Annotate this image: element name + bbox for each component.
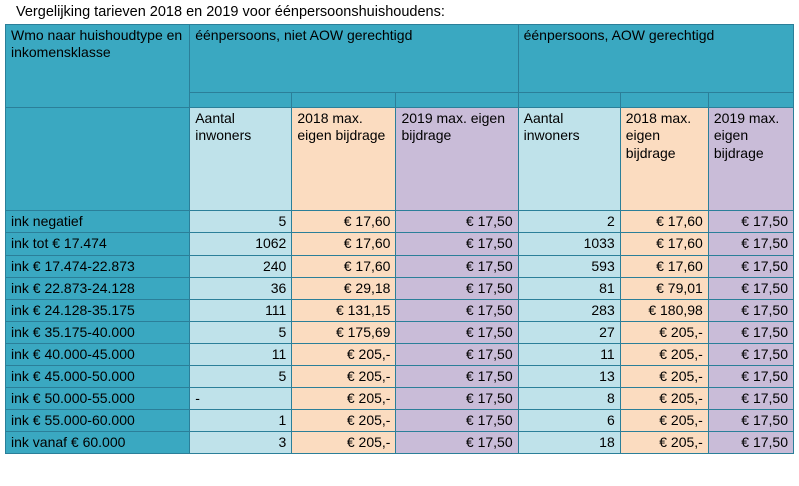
cell-aow-2018: € 205,- xyxy=(620,410,708,432)
cell-niet-aow-2018: € 205,- xyxy=(292,365,396,387)
cell-aow-aantal: 283 xyxy=(518,299,620,321)
cell-niet-aow-aantal: 111 xyxy=(190,299,292,321)
row-label: ink € 45.000-50.000 xyxy=(6,365,190,387)
subheader-corner xyxy=(6,108,190,211)
cell-niet-aow-aantal: 5 xyxy=(190,365,292,387)
subheader-niet-aow-2018: 2018 max. eigen bijdrage xyxy=(292,108,396,211)
cell-niet-aow-aantal: 11 xyxy=(190,343,292,365)
header-spacer-4 xyxy=(518,93,620,108)
cell-aow-aantal: 6 xyxy=(518,410,620,432)
page-title: Vergelijking tarieven 2018 en 2019 voor éénpersoonshuishoudens: xyxy=(16,4,445,20)
cell-niet-aow-2019: € 17,50 xyxy=(396,255,518,277)
row-label: ink € 24.128-35.175 xyxy=(6,299,190,321)
cell-niet-aow-2018: € 175,69 xyxy=(292,321,396,343)
row-label: ink € 55.000-60.000 xyxy=(6,410,190,432)
cell-niet-aow-2019: € 17,50 xyxy=(396,277,518,299)
subheader-niet-aow-aantal: Aantal inwoners xyxy=(190,108,292,211)
cell-niet-aow-2018: € 205,- xyxy=(292,410,396,432)
table-row xyxy=(6,233,794,255)
cell-aow-aantal: 81 xyxy=(518,277,620,299)
table-row xyxy=(6,299,794,321)
row-label: ink € 35.175-40.000 xyxy=(6,321,190,343)
cell-niet-aow-aantal: - xyxy=(190,388,292,410)
cell-aow-aantal: 11 xyxy=(518,343,620,365)
cell-niet-aow-2018: € 205,- xyxy=(292,388,396,410)
cell-niet-aow-2019: € 17,50 xyxy=(396,321,518,343)
row-label: ink negatief xyxy=(6,211,190,233)
cell-aow-aantal: 8 xyxy=(518,388,620,410)
group-header-aow: éénpersoons, AOW gerechtigd xyxy=(518,25,793,93)
cell-aow-aantal: 593 xyxy=(518,255,620,277)
cell-aow-aantal: 13 xyxy=(518,365,620,387)
table-subheader-row xyxy=(6,108,794,211)
cell-niet-aow-2019: € 17,50 xyxy=(396,343,518,365)
subheader-aow-aantal: Aantal inwoners xyxy=(518,108,620,211)
cell-aow-2019: € 17,50 xyxy=(708,255,793,277)
table-header-group-row xyxy=(6,25,794,93)
cell-aow-2018: € 79,01 xyxy=(620,277,708,299)
cell-niet-aow-2018: € 17,60 xyxy=(292,255,396,277)
cell-aow-2019: € 17,50 xyxy=(708,299,793,321)
cell-aow-aantal: 2 xyxy=(518,211,620,233)
cell-aow-2018: € 17,60 xyxy=(620,211,708,233)
row-label: ink € 17.474-22.873 xyxy=(6,255,190,277)
subheader-niet-aow-2019: 2019 max. eigen bijdrage xyxy=(396,108,518,211)
cell-niet-aow-aantal: 5 xyxy=(190,321,292,343)
subheader-aow-2018: 2018 max. eigen bijdrage xyxy=(620,108,708,211)
cell-aow-2019: € 17,50 xyxy=(708,233,793,255)
table-row xyxy=(6,410,794,432)
header-spacer-3 xyxy=(396,93,518,108)
cell-aow-2019: € 17,50 xyxy=(708,321,793,343)
table-row xyxy=(6,255,794,277)
row-label: ink € 22.873-24.128 xyxy=(6,277,190,299)
cell-aow-2018: € 205,- xyxy=(620,343,708,365)
corner-header: Wmo naar huishoudtype en inkomensklasse xyxy=(6,25,190,108)
table-row xyxy=(6,343,794,365)
row-label: ink € 50.000-55.000 xyxy=(6,388,190,410)
cell-aow-2019: € 17,50 xyxy=(708,365,793,387)
cell-aow-2019: € 17,50 xyxy=(708,410,793,432)
cell-aow-aantal: 27 xyxy=(518,321,620,343)
subheader-aow-2019: 2019 max. eigen bijdrage xyxy=(708,108,793,211)
header-spacer-5 xyxy=(620,93,708,108)
cell-aow-2018: € 17,60 xyxy=(620,255,708,277)
cell-niet-aow-aantal: 1062 xyxy=(190,233,292,255)
table-row xyxy=(6,211,794,233)
cell-niet-aow-2019: € 17,50 xyxy=(396,410,518,432)
cell-niet-aow-2019: € 17,50 xyxy=(396,365,518,387)
cell-niet-aow-2018: € 205,- xyxy=(292,343,396,365)
header-spacer-6 xyxy=(708,93,793,108)
table-row xyxy=(6,277,794,299)
cell-aow-aantal: 1033 xyxy=(518,233,620,255)
cell-niet-aow-2018: € 205,- xyxy=(292,432,396,454)
table-row xyxy=(6,388,794,410)
cell-aow-2019: € 17,50 xyxy=(708,211,793,233)
cell-niet-aow-2018: € 17,60 xyxy=(292,211,396,233)
cell-aow-aantal: 18 xyxy=(518,432,620,454)
tariff-table xyxy=(5,24,794,454)
table-row xyxy=(6,432,794,454)
cell-niet-aow-2019: € 17,50 xyxy=(396,211,518,233)
row-label: ink € 40.000-45.000 xyxy=(6,343,190,365)
cell-aow-2018: € 205,- xyxy=(620,321,708,343)
cell-niet-aow-2019: € 17,50 xyxy=(396,233,518,255)
cell-niet-aow-2019: € 17,50 xyxy=(396,299,518,321)
table-row xyxy=(6,365,794,387)
cell-niet-aow-aantal: 36 xyxy=(190,277,292,299)
table-row xyxy=(6,321,794,343)
cell-aow-2018: € 205,- xyxy=(620,365,708,387)
cell-aow-2018: € 17,60 xyxy=(620,233,708,255)
cell-aow-2019: € 17,50 xyxy=(708,432,793,454)
cell-niet-aow-2019: € 17,50 xyxy=(396,432,518,454)
cell-niet-aow-aantal: 1 xyxy=(190,410,292,432)
cell-niet-aow-2018: € 17,60 xyxy=(292,233,396,255)
cell-aow-2018: € 205,- xyxy=(620,432,708,454)
group-header-niet-aow: éénpersoons, niet AOW gerechtigd xyxy=(190,25,518,93)
cell-aow-2019: € 17,50 xyxy=(708,388,793,410)
cell-aow-2019: € 17,50 xyxy=(708,277,793,299)
cell-aow-2018: € 205,- xyxy=(620,388,708,410)
cell-niet-aow-2019: € 17,50 xyxy=(396,388,518,410)
row-label: ink vanaf € 60.000 xyxy=(6,432,190,454)
header-spacer-2 xyxy=(292,93,396,108)
cell-niet-aow-aantal: 240 xyxy=(190,255,292,277)
cell-niet-aow-aantal: 5 xyxy=(190,211,292,233)
cell-aow-2018: € 180,98 xyxy=(620,299,708,321)
header-spacer-1 xyxy=(190,93,292,108)
cell-aow-2019: € 17,50 xyxy=(708,343,793,365)
cell-niet-aow-2018: € 131,15 xyxy=(292,299,396,321)
row-label: ink tot € 17.474 xyxy=(6,233,190,255)
cell-niet-aow-2018: € 29,18 xyxy=(292,277,396,299)
cell-niet-aow-aantal: 3 xyxy=(190,432,292,454)
